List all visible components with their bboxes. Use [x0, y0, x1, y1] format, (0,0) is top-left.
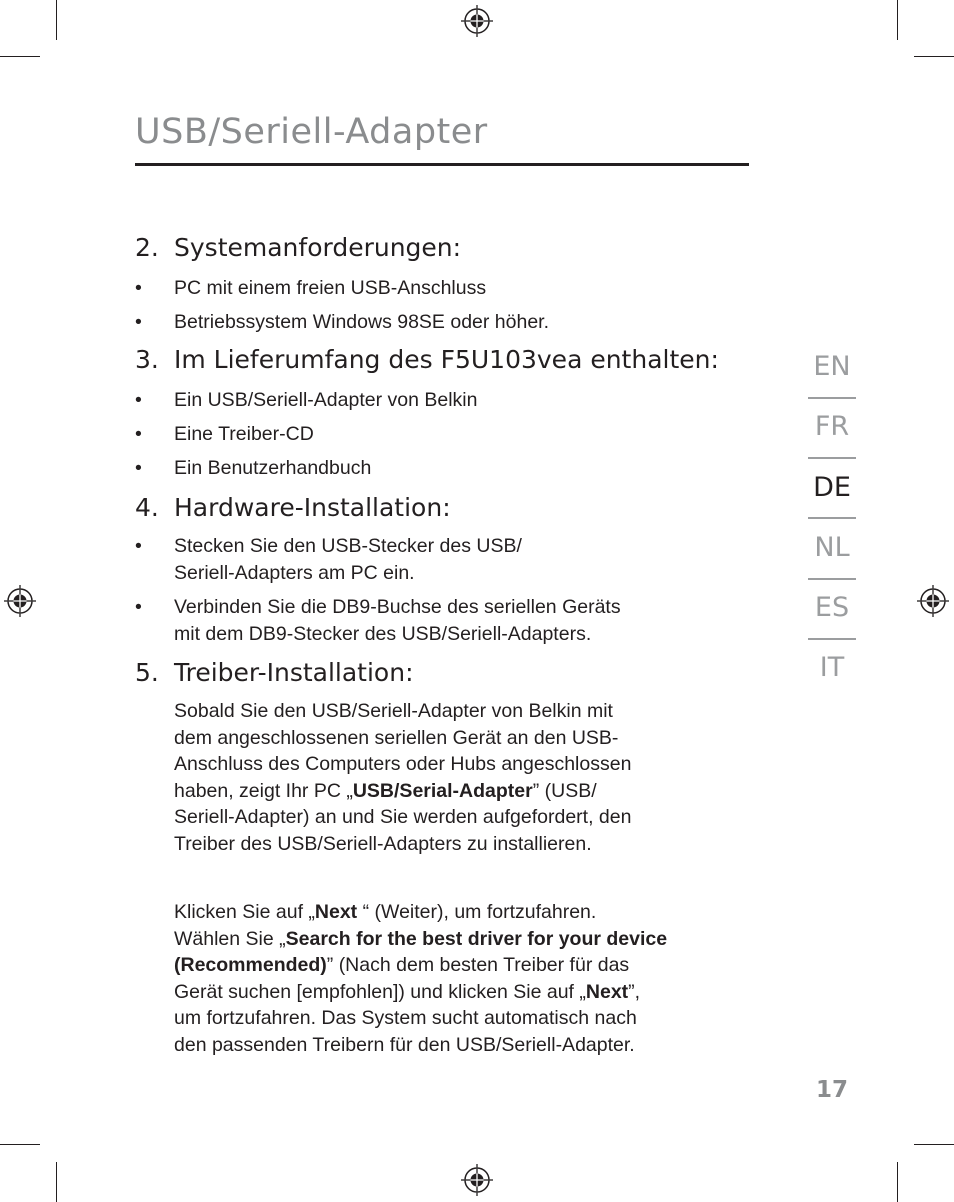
language-tab-es[interactable]: ES	[814, 592, 850, 623]
bullet-icon: •	[135, 389, 142, 411]
text-run: ”,	[628, 980, 641, 1003]
language-divider	[808, 638, 856, 640]
section-title: Im Lieferumfang des F5U103vea enthalten:	[174, 345, 719, 374]
text-run: haben, zeigt Ihr PC „	[174, 779, 353, 802]
list-item-text: Seriell-Adapters am PC ein.	[174, 561, 415, 584]
section-heading-package-contents	[135, 345, 719, 374]
text-run: Gerät suchen [empfohlen]) und klicken Sie auf „	[174, 980, 586, 1003]
driver-paragraph-1	[174, 698, 754, 857]
section-heading-hardware-installation	[135, 493, 451, 522]
next-emphasis: Next	[314, 901, 358, 923]
paragraph-line	[174, 952, 754, 979]
text-run: “ (Weiter), um fortzufahren.	[357, 901, 597, 923]
paragraph-line: Sobald Sie den USB/Seriell-Adapter von Belkin mit	[174, 700, 613, 722]
list-item-text: Eine Treiber-CD	[174, 423, 314, 445]
section-number: 3.	[135, 345, 159, 374]
section-title: Systemanforderungen:	[174, 233, 462, 262]
text-run: ” (USB/	[532, 779, 597, 802]
paragraph-line	[174, 899, 754, 926]
section-title: Hardware-Installation:	[174, 493, 451, 522]
paragraph-line: den passenden Treibern für den USB/Seriell-Adapter.	[174, 1033, 635, 1056]
registration-mark-icon	[3, 584, 37, 618]
paragraph-line: um fortzufahren. Das System sucht automatisch nach	[174, 1007, 637, 1029]
paragraph-line	[174, 979, 754, 1006]
language-tab-en[interactable]: EN	[813, 351, 851, 382]
paragraph-line: Treiber des USB/Seriell-Adapters zu installieren.	[174, 832, 592, 855]
language-divider	[808, 517, 856, 519]
section-number: 4.	[135, 493, 159, 522]
text-run: Wählen Sie „	[174, 927, 286, 950]
text-run: Klicken Sie auf „	[174, 901, 315, 923]
next-emphasis: Next	[585, 980, 629, 1003]
paragraph-line: dem angeschlossenen seriellen Gerät an den USB-	[174, 726, 619, 749]
list-item-text: Betriebssystem Windows 98SE oder höher.	[174, 311, 550, 333]
page-number: 17	[815, 1077, 848, 1103]
list-item-text: mit dem DB9-Stecker des USB/Seriell-Adapters.	[174, 622, 592, 645]
bullet-icon: •	[135, 535, 142, 557]
bullet-icon: •	[135, 457, 142, 479]
bullet-icon: •	[135, 277, 142, 299]
language-divider	[808, 457, 856, 459]
title-underline	[135, 163, 749, 166]
list-item-text: Verbinden Sie die DB9-Buchse des seriellen Geräts	[174, 596, 621, 618]
section-title: Treiber-Installation:	[174, 658, 414, 687]
registration-mark-icon	[460, 4, 494, 38]
crop-mark	[56, 1162, 57, 1202]
registration-mark-icon	[460, 1163, 494, 1197]
driver-paragraph-2	[174, 899, 754, 1058]
crop-mark	[897, 1162, 898, 1202]
page-title: USB/Seriell-Adapter	[135, 112, 488, 152]
bullet-icon: •	[135, 311, 142, 333]
search-option-emphasis: Search for the best driver for your device	[285, 927, 668, 950]
section-number: 5.	[135, 658, 159, 687]
crop-mark	[0, 56, 40, 57]
bullet-icon: •	[135, 596, 142, 618]
crop-mark	[914, 1144, 954, 1145]
list-item-text: Stecken Sie den USB-Stecker des USB/	[174, 535, 522, 557]
bullet-icon: •	[135, 423, 142, 445]
crop-mark	[897, 0, 898, 40]
language-tab-fr[interactable]: FR	[814, 411, 850, 442]
device-name-emphasis: USB/Serial-Adapter	[352, 779, 533, 802]
paragraph-line	[174, 778, 754, 805]
list-item-text: Ein USB/Seriell-Adapter von Belkin	[174, 389, 478, 411]
section-heading-system-requirements	[135, 233, 461, 262]
language-tab-nl[interactable]: NL	[814, 532, 850, 563]
language-divider	[808, 578, 856, 580]
section-number: 2.	[135, 233, 159, 262]
paragraph-line	[174, 926, 754, 953]
registration-mark-icon	[916, 584, 950, 618]
crop-mark	[0, 1144, 40, 1145]
crop-mark	[56, 0, 57, 40]
language-tab-de[interactable]: DE	[813, 472, 851, 503]
list-item-text: PC mit einem freien USB-Anschluss	[174, 277, 487, 299]
list-item-text: Ein Benutzerhandbuch	[174, 457, 372, 479]
crop-mark	[914, 56, 954, 57]
paragraph-line: Seriell-Adapter) an und Sie werden aufgefordert, den	[174, 806, 632, 828]
language-tab-it[interactable]: IT	[819, 652, 845, 683]
recommended-emphasis: (Recommended)	[174, 954, 327, 976]
section-heading-driver-installation	[135, 658, 414, 687]
paragraph-line: Anschluss des Computers oder Hubs angeschlossen	[174, 753, 632, 775]
language-divider	[808, 397, 856, 399]
text-run: ” (Nach dem besten Treiber für das	[326, 954, 630, 976]
